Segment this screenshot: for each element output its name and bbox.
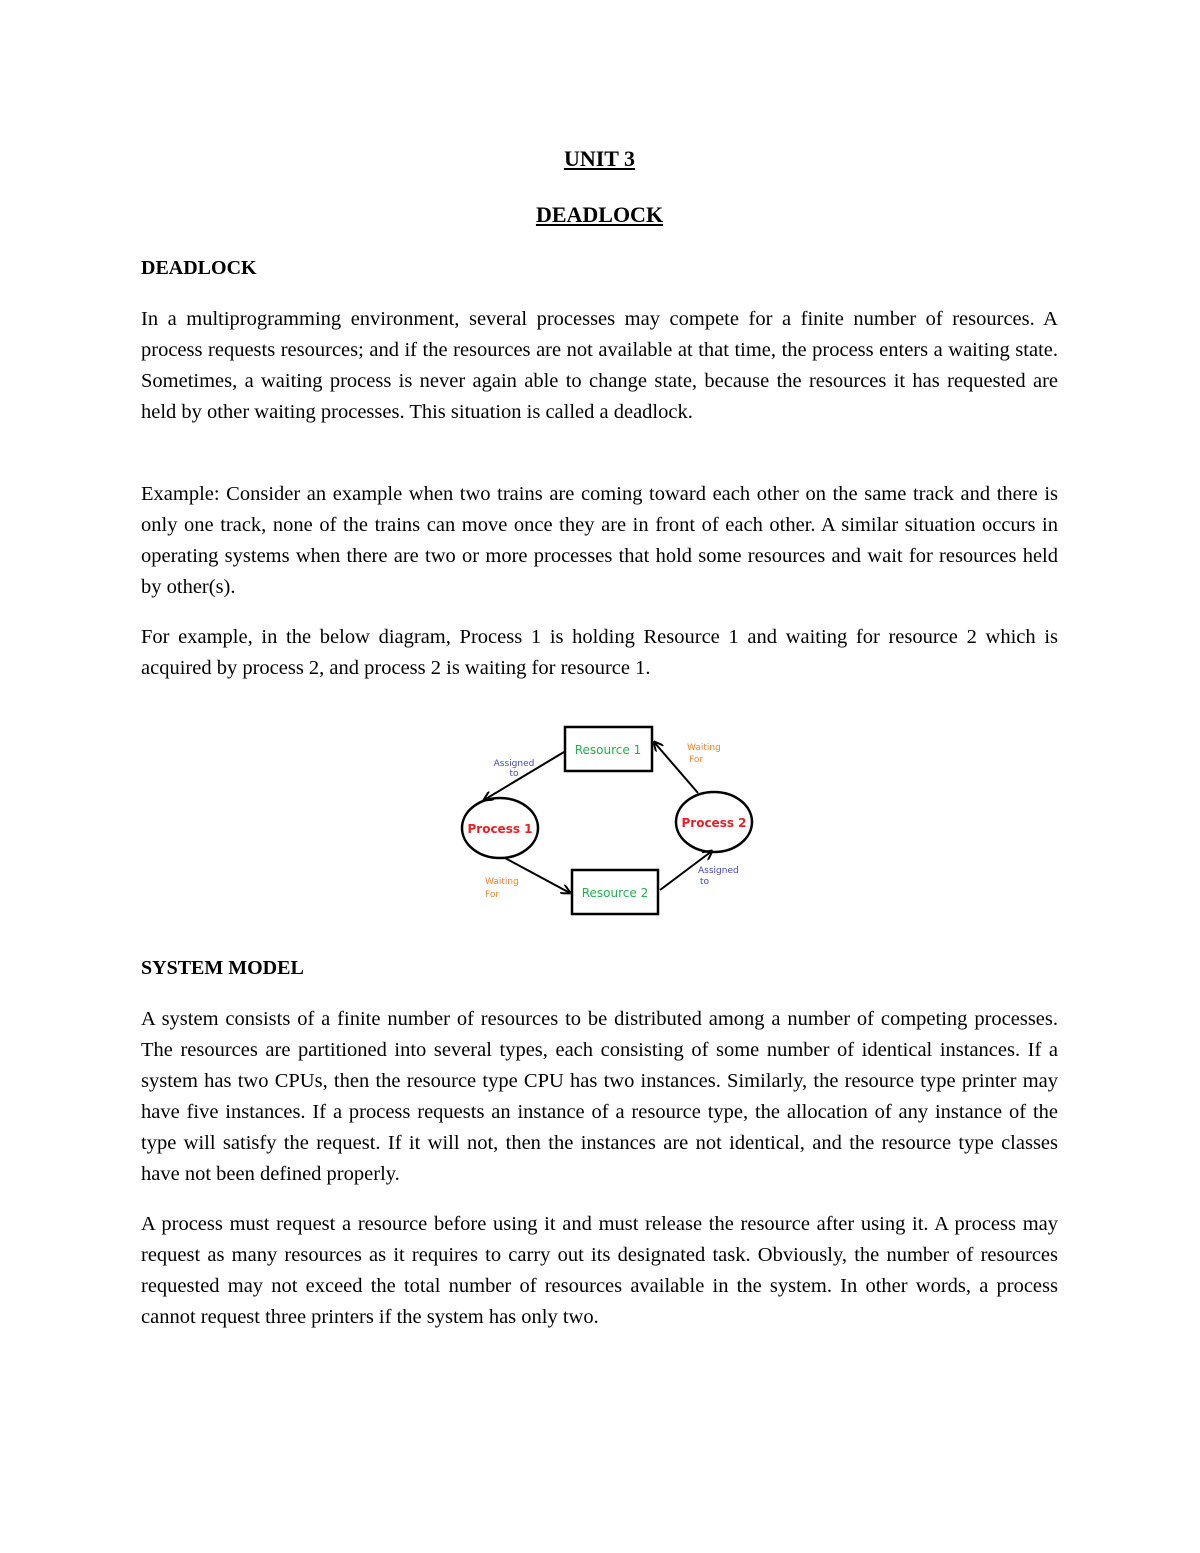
paragraph-train-example: Example: Consider an example when two trains are coming toward each other on the same track and there is only one track, none of the trains can move once they are in front of each other. A similar situation occurs in operating systems when there are two or more processes that hold some resources and wait for resources held by other(s).: [141, 483, 1058, 598]
waiting-for-label-2a: Waiting: [485, 877, 519, 887]
section-heading-deadlock: DEADLOCK: [141, 257, 257, 279]
assigned-to-label-2b: to: [700, 877, 710, 887]
unit-title: UNIT 3: [563, 146, 636, 171]
waiting-for-label-1b: For: [689, 755, 704, 765]
chapter-title: DEADLOCK: [535, 202, 664, 227]
assigned-to-label-1b: to: [509, 769, 519, 779]
assigned-to-label-2a: Assigned: [698, 866, 739, 876]
resource2-label: Resource 2: [581, 886, 649, 900]
paragraph-deadlock-definition: In a multiprogramming environment, several processes may compete for a finite number of resources. A process requests resources; and if the resources are not available at that time, the process enters a waiting state. Sometimes, a waiting process is never again able to change state, because the resources it has requested are held by other waiting processes. This situation is called a deadlock.: [141, 308, 1058, 423]
resource1-label: Resource 1: [574, 743, 642, 757]
waiting-for-label-2b: For: [485, 890, 500, 900]
paragraph-system-model: A system consists of a finite number of resources to be distributed among a number of competing processes. The resources are partitioned into several types, each consisting of some number of identical instances. If a system has two CPUs, then the resource type CPU has two instances. Similarly, the resource type printer may have five instances. If a process requests an instance of a resource type, the allocation of any instance of the type will satisfy the request. If it will not, then the instances are not identical, and the resource type classes have not been defined properly.: [141, 1008, 1058, 1185]
paragraph-diagram-intro: For example, in the below diagram, Process 1 is holding Resource 1 and waiting for resource 2 which is acquired by process 2, and process 2 is waiting for resource 1.: [141, 626, 1058, 679]
arrow-process1-to-resource2: [505, 858, 570, 893]
paragraph-resource-request: A process must request a resource before using it and must release the resource after using it. A process may request as many resources as it requires to carry out its designated task. Obviously, the number of resources requested may not exceed the total number of resources available in the system. In other words, a process cannot request three printers if the system has only two.: [141, 1213, 1058, 1328]
section-heading-system-model: SYSTEM MODEL: [141, 957, 304, 979]
deadlock-diagram: [452, 720, 762, 920]
process2-label: Process 2: [681, 816, 747, 830]
process1-label: Process 1: [467, 822, 533, 836]
waiting-for-label-1a: Waiting: [687, 743, 721, 753]
assigned-to-label-1a: Assigned: [493, 759, 535, 769]
